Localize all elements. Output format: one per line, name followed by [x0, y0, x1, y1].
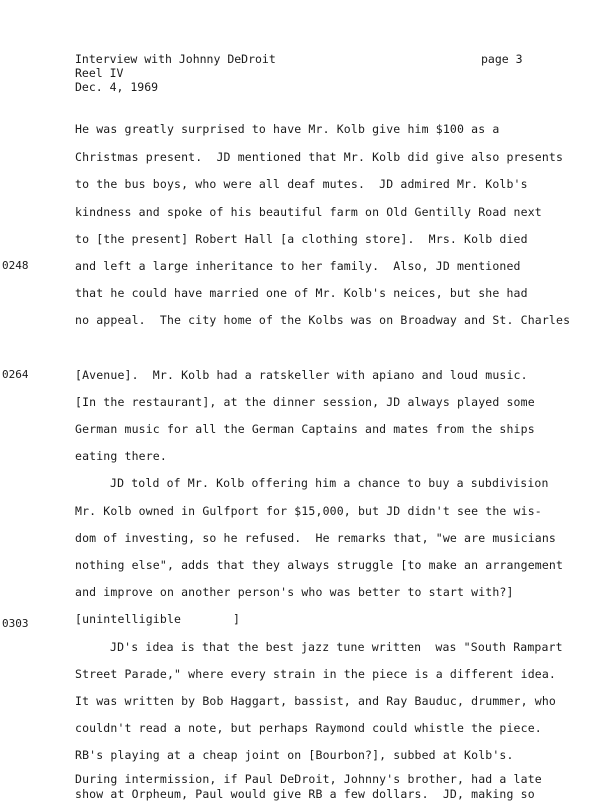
text-line: [Avenue]. Mr. Kolb had a ratskeller with apiano and loud music.	[75, 368, 528, 382]
page-number: page 3	[481, 52, 523, 66]
text-line: German music for all the German Captains and mates from the ships	[75, 422, 535, 436]
margin-counter: 0264	[2, 368, 29, 381]
text-line: RB's playing at a cheap joint on [Bourbon?], subbed at Kolb's.	[75, 748, 514, 762]
text-line: couldn't read a note, but perhaps Raymond could whistle the piece.	[75, 721, 542, 735]
margin-counter: 0248	[2, 259, 29, 272]
text-line: that he could have married one of Mr. Kolb's neices, but she had	[75, 286, 528, 300]
text-line: dom of investing, so he refused. He remarks that, "we are musicians	[75, 531, 557, 545]
text-line: He was greatly surprised to have Mr. Kolb give him $100 as a	[75, 122, 500, 136]
text-line: Street Parade," where every strain in the piece is a different idea.	[75, 667, 557, 681]
text-line: JD's idea is that the best jazz tune written was "South Rampart	[110, 640, 563, 654]
text-line: to the bus boys, who were all deaf mutes. JD admired Mr. Kolb's	[75, 177, 528, 191]
text-line: nothing else", adds that they always struggle [to make an arrangement	[75, 558, 564, 572]
text-line: JD told of Mr. Kolb offering him a chance to buy a subdivision	[110, 476, 549, 490]
text-line: show at Orpheum, Paul would give RB a few dollars. JD, making so	[75, 787, 535, 801]
text-line: [unintelligible	[75, 612, 182, 626]
text-line: to [the present] Robert Hall [a clothing store]. Mrs. Kolb died	[75, 232, 528, 246]
text-line: [In the restaurant], at the dinner session, JD always played some	[75, 395, 535, 409]
header-title: Interview with Johnny DeDroit	[75, 52, 276, 66]
text-line: kindness and spoke of his beautiful farm on Old Gentilly Road next	[75, 205, 542, 219]
closing-bracket: ]	[233, 612, 240, 626]
text-line: eating there.	[75, 449, 167, 463]
text-line: no appeal. The city home of the Kolbs was on Broadway and St. Charles	[75, 313, 571, 327]
text-line: During intermission, if Paul DeDroit, Johnny's brother, had a late	[75, 772, 542, 786]
text-line: Mr. Kolb owned in Gulfport for $15,000, but JD didn't see the wis-	[75, 504, 542, 518]
text-line: and left a large inheritance to her family. Also, JD mentioned	[75, 259, 521, 273]
header-date: Dec. 4, 1969	[75, 80, 159, 94]
header-reel: Reel IV	[75, 66, 124, 80]
text-line: It was written by Bob Haggart, bassist, and Ray Bauduc, drummer, who	[75, 694, 557, 708]
margin-counter: 0303	[2, 617, 29, 630]
text-line: and improve on another person's who was better to start with?]	[75, 585, 514, 599]
text-line: Christmas present. JD mentioned that Mr. Kolb did give also presents	[75, 150, 564, 164]
